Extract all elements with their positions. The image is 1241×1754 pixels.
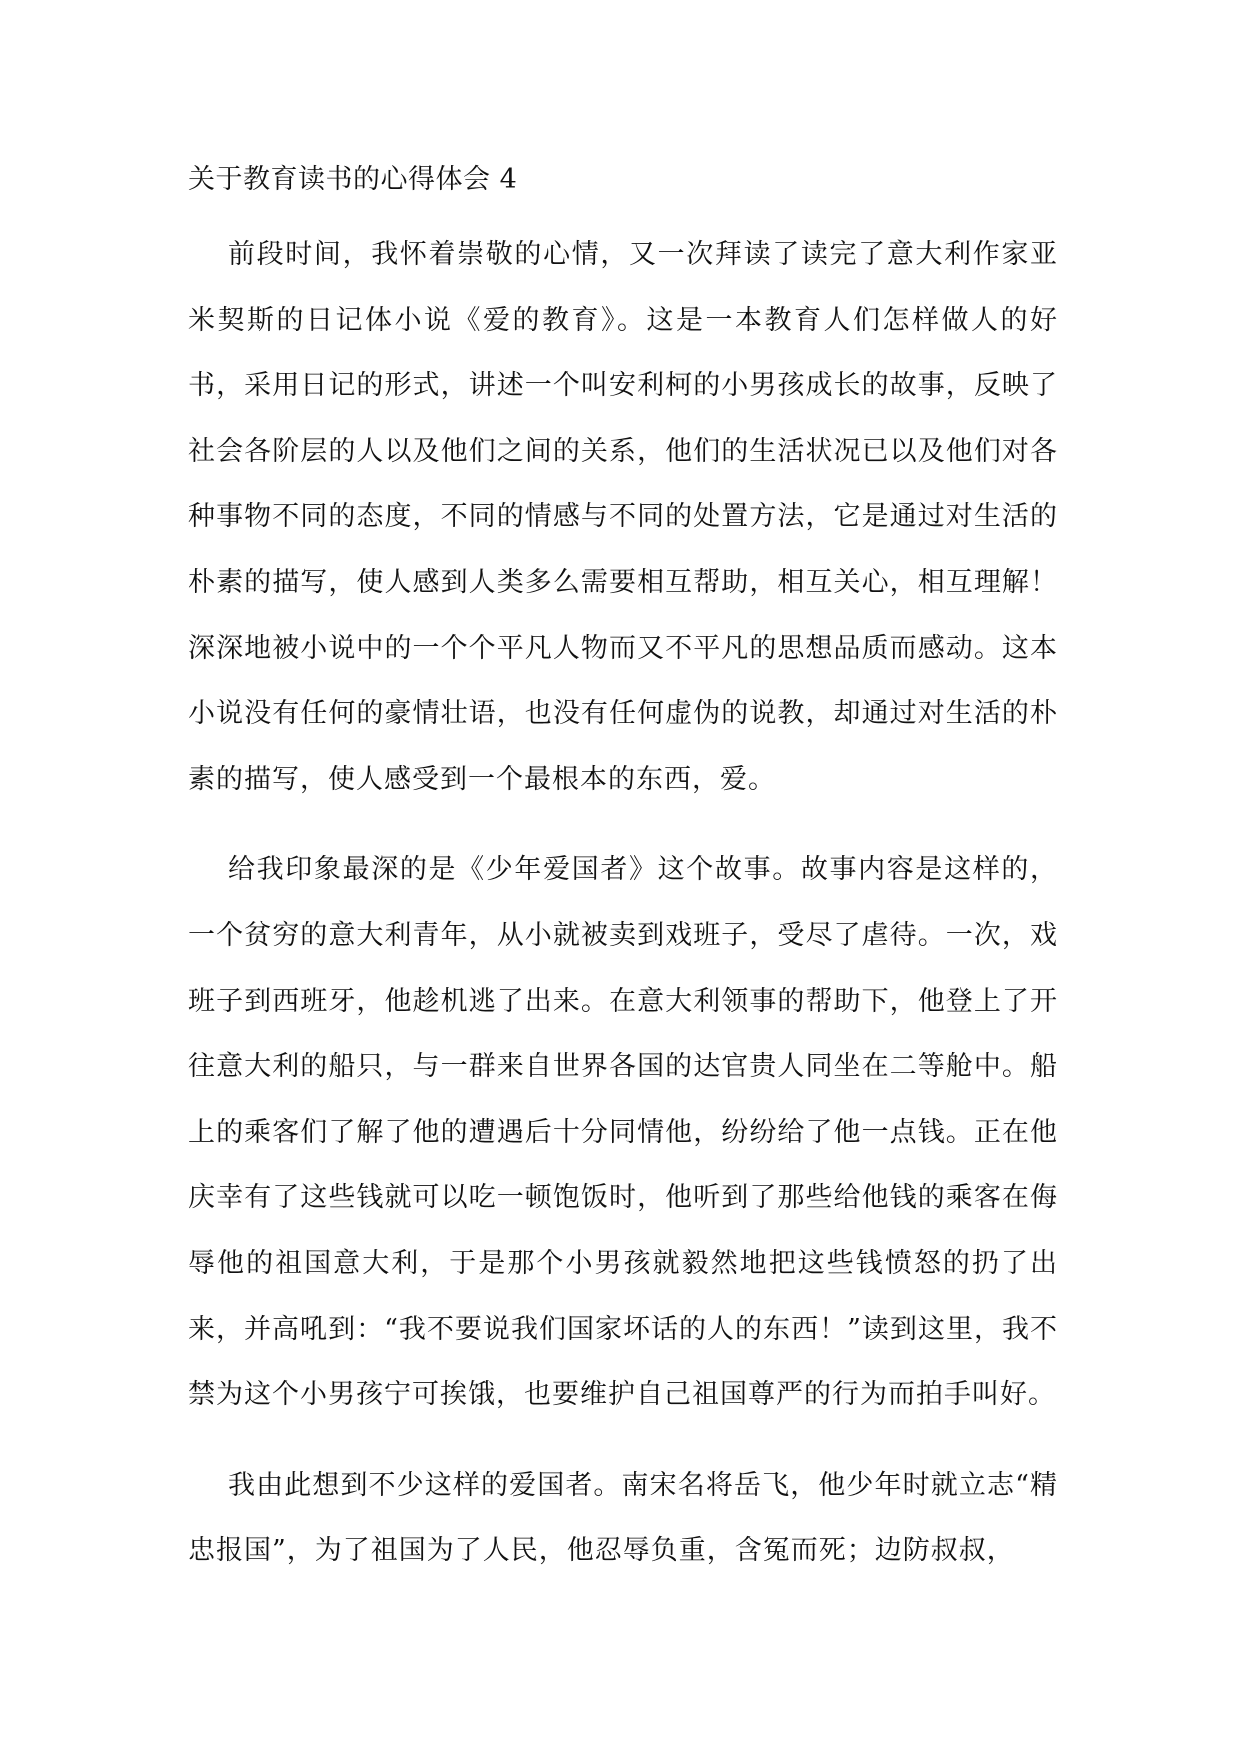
paragraph-2: 给我印象最深的是《少年爱国者》这个故事。故事内容是这样的，一个贫穷的意大利青年，从小就被卖到戏班子，受尽了虐待。一次，戏班子到西班牙，他趁机逃了出来。在意大利领事的帮助下，他登上了开往意大利的船只，与一群来自世界各国的达官贵人同坐在二等舱中。船上的乘客们了解了他的遭遇后十分同情他，纷纷给了他一点钱。正在他庆幸有了这些钱就可以吃一顿饱饭时，他听到了那些给他钱的乘客在侮辱他的祖国意大利，于是那个小男孩就毅然地把这些钱愤怒的扔了出来，并高吼到：“我不要说我们国家坏话的人的东西！”读到这里，我不禁为这个小男孩宁可挨饿，也要维护自己祖国尊严的行为而拍手叫好。 [188,854,1058,1411]
document-body [188,160,1058,1584]
paragraph-3: 我由此想到不少这样的爱国者。南宋名将岳飞，他少年时就立志“精忠报国”，为了祖国为了人民，他忍辱负重，含冤而死；边防叔叔， [188,1469,1058,1567]
document-title: 关于教育读书的心得体会 4 [188,164,518,195]
paragraph-1: 前段时间，我怀着崇敬的心情，又一次拜读了读完了意大利作家亚米契斯的日记体小说《爱的教育》。这是一本教育人们怎样做人的好书，采用日记的形式，讲述一个叫安利柯的小男孩成长的故事，反映了社会各阶层的人以及他们之间的关系，他们的生活状况已以及他们对各种事物不同的态度，不同的情感与不同的处置方法，它是通过对生活的朴素的描写，使人感到人类多么需要相互帮助，相互关心，相互理解！深深地被小说中的一个个平凡人物而又不平凡的思想品质而感动。这本小说没有任何的豪情壮语，也没有任何虚伪的说教，却通过对生活的朴素的描写，使人感受到一个最根本的东西，爱。 [188,239,1058,795]
